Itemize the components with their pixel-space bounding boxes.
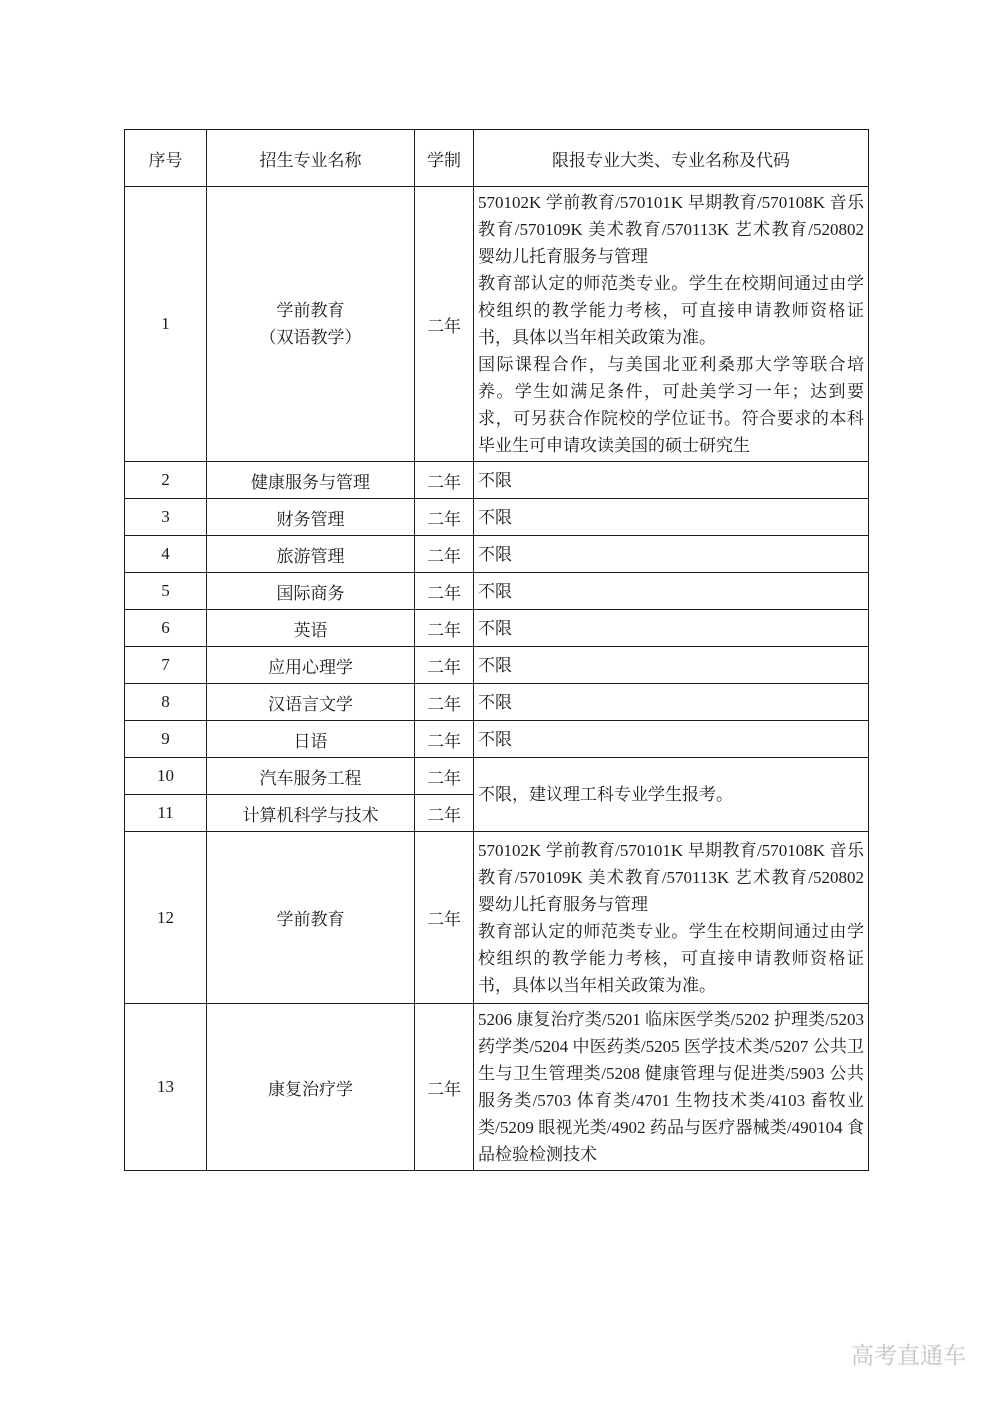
serial-number-cell: 1 bbox=[125, 187, 207, 462]
duration-cell: 二年 bbox=[415, 684, 474, 721]
restriction-cell: 不限 bbox=[474, 610, 869, 647]
major-name-cell: 英语 bbox=[207, 610, 415, 647]
serial-number-cell: 8 bbox=[125, 684, 207, 721]
table-row bbox=[125, 462, 869, 499]
major-name-cell: 汽车服务工程 bbox=[207, 758, 415, 795]
major-name-cell: 国际商务 bbox=[207, 573, 415, 610]
major-name-cell: 康复治疗学 bbox=[207, 1004, 415, 1171]
header-serial-number: 序号 bbox=[125, 130, 207, 187]
major-name-cell: 应用心理学 bbox=[207, 647, 415, 684]
header-restricted-majors: 限报专业大类、专业名称及代码 bbox=[474, 130, 869, 187]
restriction-cell bbox=[474, 187, 869, 462]
duration-cell: 二年 bbox=[415, 499, 474, 536]
duration-cell: 二年 bbox=[415, 462, 474, 499]
duration-cell: 二年 bbox=[415, 758, 474, 795]
serial-number-cell: 2 bbox=[125, 462, 207, 499]
duration-cell: 二年 bbox=[415, 187, 474, 462]
restriction-cell: 不限 bbox=[474, 647, 869, 684]
duration-cell: 二年 bbox=[415, 795, 474, 832]
duration-cell: 二年 bbox=[415, 573, 474, 610]
table-row bbox=[125, 573, 869, 610]
major-name-line: 学前教育 bbox=[276, 301, 345, 320]
restriction-paragraph: 教育部认定的师范类专业。学生在校期间通过由学校组织的教学能力考核，可直接申请教师资格证书，具体以当年相关政策为准。 bbox=[478, 274, 864, 347]
table-row bbox=[125, 721, 869, 758]
restriction-cell: 不限 bbox=[474, 499, 869, 536]
header-duration: 学制 bbox=[415, 130, 474, 187]
serial-number-cell: 4 bbox=[125, 536, 207, 573]
restriction-cell: 不限 bbox=[474, 573, 869, 610]
major-name-cell: 学前教育 bbox=[207, 832, 415, 1004]
major-name-line: （双语教学） bbox=[259, 328, 362, 347]
enrollment-majors-table bbox=[124, 129, 869, 1171]
serial-number-cell: 7 bbox=[125, 647, 207, 684]
major-name-cell: 财务管理 bbox=[207, 499, 415, 536]
serial-number-cell: 9 bbox=[125, 721, 207, 758]
major-name-cell: 汉语言文学 bbox=[207, 684, 415, 721]
restriction-cell: 不限 bbox=[474, 462, 869, 499]
serial-number-cell: 5 bbox=[125, 573, 207, 610]
major-name-cell bbox=[207, 187, 415, 462]
restriction-cell: 不限 bbox=[474, 684, 869, 721]
major-name-cell: 健康服务与管理 bbox=[207, 462, 415, 499]
table-row bbox=[125, 1004, 869, 1171]
duration-cell: 二年 bbox=[415, 610, 474, 647]
table-row bbox=[125, 758, 869, 795]
restriction-paragraph: 570102K 学前教育/570101K 早期教育/570108K 音乐教育/570109K 美术教育/570113K 艺术教育/520802 婴幼儿托育服务与管理 bbox=[478, 840, 864, 914]
restriction-cell bbox=[474, 832, 869, 1004]
restriction-cell-merged: 不限，建议理工科专业学生报考。 bbox=[474, 758, 869, 832]
restriction-cell bbox=[474, 1004, 869, 1171]
serial-number-cell: 10 bbox=[125, 758, 207, 795]
table-row bbox=[125, 832, 869, 1004]
table-header-row bbox=[125, 130, 869, 187]
watermark-gaokao-express: 高考直通车 bbox=[851, 1342, 966, 1368]
restriction-paragraph: 5206 康复治疗类/5201 临床医学类/5202 护理类/5203 药学类/5204 中医药类/5205 医学技术类/5207 公共卫生与卫生管理类/5208 健康管理与促进类/5903 公共服务类/5703 体育类/4701 生物技术类/4103 畜牧业类/5209 眼视光类/4902 药品与医疗器械类/490104 食品检验检测技术 bbox=[478, 1010, 864, 1164]
restriction-paragraph: 教育部认定的师范类专业。学生在校期间通过由学校组织的教学能力考核，可直接申请教师资格证书，具体以当年相关政策为准。 bbox=[478, 921, 864, 995]
table-row bbox=[125, 610, 869, 647]
table-row bbox=[125, 536, 869, 573]
restriction-cell: 不限 bbox=[474, 721, 869, 758]
restriction-paragraph: 国际课程合作，与美国北亚利桑那大学等联合培养。学生如满足条件，可赴美学习一年；达到要求，可另获合作院校的学位证书。符合要求的本科毕业生可申请攻读美国的硕士研究生 bbox=[478, 355, 864, 455]
serial-number-cell: 13 bbox=[125, 1004, 207, 1171]
table-row bbox=[125, 684, 869, 721]
table-row bbox=[125, 187, 869, 462]
duration-cell: 二年 bbox=[415, 536, 474, 573]
restriction-paragraph: 570102K 学前教育/570101K 早期教育/570108K 音乐教育/570109K 美术教育/570113K 艺术教育/520802 婴幼儿托育服务与管理 bbox=[478, 193, 864, 266]
table-row bbox=[125, 499, 869, 536]
serial-number-cell: 12 bbox=[125, 832, 207, 1004]
major-name-cell: 计算机科学与技术 bbox=[207, 795, 415, 832]
duration-cell: 二年 bbox=[415, 1004, 474, 1171]
major-name-cell: 旅游管理 bbox=[207, 536, 415, 573]
serial-number-cell: 11 bbox=[125, 795, 207, 832]
duration-cell: 二年 bbox=[415, 721, 474, 758]
table-row bbox=[125, 647, 869, 684]
duration-cell: 二年 bbox=[415, 647, 474, 684]
restriction-cell: 不限 bbox=[474, 536, 869, 573]
major-name-cell: 日语 bbox=[207, 721, 415, 758]
serial-number-cell: 3 bbox=[125, 499, 207, 536]
header-major-name: 招生专业名称 bbox=[207, 130, 415, 187]
duration-cell: 二年 bbox=[415, 832, 474, 1004]
serial-number-cell: 6 bbox=[125, 610, 207, 647]
